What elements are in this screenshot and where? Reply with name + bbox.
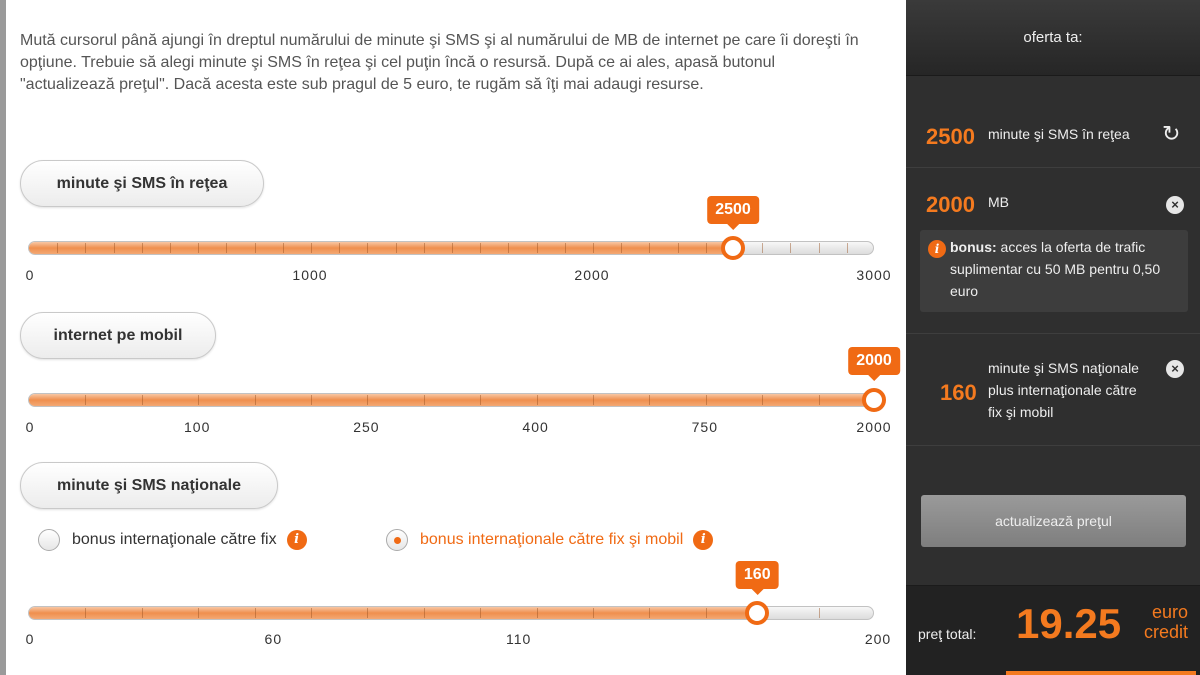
offer-label-line: minute şi SMS naţionale [988, 360, 1139, 376]
slider-tick [367, 243, 368, 253]
slider-tick [367, 395, 368, 405]
slider-axis-label: 1000 [292, 267, 328, 283]
slider-tick [57, 243, 58, 253]
slider-handle-internet[interactable] [862, 388, 886, 412]
slider-tick [790, 243, 791, 253]
offer-number: 2000 [926, 192, 975, 217]
slider-axis-label: 60 [264, 631, 283, 647]
slider-tick [424, 395, 425, 405]
update-price-label: actualizează preţul [995, 513, 1112, 529]
bonus-text: acces la oferta de trafic suplimentar cu 50 MB pentru 0,50 euro [950, 239, 1161, 299]
slider-tick [311, 608, 312, 618]
slider-tick [85, 395, 86, 405]
slider-tick [649, 608, 650, 618]
slider-tick [537, 608, 538, 618]
slider-axis-label: 0 [25, 267, 35, 283]
slider-value-label: 160 [743, 566, 771, 583]
section-title-minute-nationale[interactable] [20, 462, 278, 509]
slider-tick [142, 243, 143, 253]
slider-axis-label: 0 [25, 419, 35, 435]
slider-axis-label: 400 [522, 419, 549, 435]
slider-axis-label: 3000 [856, 267, 892, 283]
slider-tick [367, 608, 368, 618]
info-icon: i [928, 240, 946, 258]
slider-tick [283, 243, 284, 253]
slider-tick [480, 395, 481, 405]
info-icon[interactable]: i [693, 530, 713, 550]
slider-handle-minute-nationale[interactable] [745, 601, 769, 625]
slider-tick [339, 243, 340, 253]
section-title-label: minute şi SMS naţionale [56, 476, 242, 494]
slider-tick [85, 608, 86, 618]
offer-sidebar [906, 0, 1200, 675]
slider-tick [452, 243, 453, 253]
slider-tick [621, 243, 622, 253]
slider-tick [198, 395, 199, 405]
slider-tick [593, 395, 594, 405]
offer-number: 160 [940, 380, 977, 405]
offer-item-minute-nationale [906, 334, 1200, 446]
slider-tick [424, 608, 425, 618]
slider-tick [170, 243, 171, 253]
offer-number: 2500 [926, 124, 975, 149]
slider-tick [114, 243, 115, 253]
sidebar-header-label: oferta ta: [1023, 29, 1083, 46]
slider-tick [142, 395, 143, 405]
radio-bonus-fix[interactable] [38, 529, 307, 551]
slider-tick [480, 608, 481, 618]
radio-label: bonus internaţionale către fix [72, 531, 277, 548]
currency-line-2: credit [1143, 622, 1188, 642]
close-icon[interactable]: × [1166, 360, 1184, 378]
slider-tick [198, 608, 199, 618]
section-title-label: internet pe mobil [53, 326, 183, 344]
slider-tick [537, 243, 538, 253]
slider-tick [819, 243, 820, 253]
slider-tick [762, 395, 763, 405]
slider-value-bubble [707, 196, 759, 224]
bonus-info-box [920, 230, 1188, 312]
radio-bonus-fix-mobil[interactable] [386, 529, 713, 551]
slider-tick [593, 243, 594, 253]
slider-tick [762, 243, 763, 253]
total-price-area [906, 585, 1200, 675]
slider-axis-label: 200 [864, 631, 892, 647]
bottom-accent-bar [1006, 671, 1196, 675]
slider-tick [198, 243, 199, 253]
slider-tick [85, 243, 86, 253]
slider-fill [29, 242, 734, 254]
slider-value-label: 2500 [715, 201, 751, 218]
offer-label-line: fix şi mobil [988, 404, 1054, 420]
section-title-label: minute şi SMS în reţea [56, 174, 228, 192]
slider-tick [678, 243, 679, 253]
offer-item-minute-retea [906, 100, 1200, 168]
total-label: preţ total: [918, 626, 977, 642]
total-value: 19.25 [1016, 600, 1122, 647]
slider-tick [649, 243, 650, 253]
currency-label [1144, 602, 1188, 642]
section-title-internet[interactable] [20, 312, 216, 359]
slider-tick [649, 395, 650, 405]
slider-tick [255, 243, 256, 253]
slider-tick [311, 243, 312, 253]
slider-tick [226, 243, 227, 253]
slider-tick [706, 395, 707, 405]
slider-tick [819, 608, 820, 618]
intro-text: Mută cursorul până ajungi în dreptul numărului de minute şi SMS şi al numărului de MB de internet pe care îi doreşti în opţiune. Trebuie să alegi minute şi SMS în reţea şi cel puţin încă o resursă. După ce ai ales, apasă butonul "actualizează preţul". Dacă acesta este sub pragul de 5 euro, te rugăm să îţi mai adaugi resurse. [20, 32, 859, 93]
slider-axis-label: 2000 [574, 267, 610, 283]
slider-tick [706, 243, 707, 253]
radio-button[interactable] [38, 529, 60, 551]
offer-label [988, 357, 1139, 423]
configurator-panel [6, 0, 906, 675]
info-icon[interactable]: i [287, 530, 307, 550]
offer-label-line: plus internaţionale către [988, 382, 1137, 398]
slider-value-label: 2000 [856, 352, 892, 369]
offer-label: MB [988, 194, 1009, 210]
slider-tick [424, 243, 425, 253]
sidebar-header [906, 0, 1200, 76]
slider-tick [396, 243, 397, 253]
slider-tick [819, 395, 820, 405]
reset-icon[interactable]: ↻ [1162, 122, 1181, 147]
slider-tick [593, 608, 594, 618]
slider-fill [29, 394, 874, 406]
slider-axis-label: 0 [25, 631, 35, 647]
slider-tick [311, 395, 312, 405]
slider-tick [847, 243, 848, 253]
slider-tick [508, 243, 509, 253]
radio-button-checked[interactable] [386, 529, 408, 551]
slider-tick [706, 608, 707, 618]
slider-axis-label: 2000 [856, 419, 892, 435]
slider-axis-label: 100 [184, 419, 211, 435]
slider-tick [255, 608, 256, 618]
slider-axis-label: 110 [506, 631, 532, 647]
update-price-button[interactable] [921, 495, 1186, 547]
slider-tick [480, 243, 481, 253]
slider-track-internet[interactable] [28, 393, 874, 407]
slider-value-bubble [736, 561, 779, 589]
bonus-bold-label: bonus: [950, 239, 997, 255]
slider-tick [537, 395, 538, 405]
offer-label: minute şi SMS în reţea [988, 126, 1130, 142]
slider-axis-label: 250 [353, 419, 380, 435]
close-icon[interactable]: × [1166, 196, 1184, 214]
slider-tick [255, 395, 256, 405]
radio-label: bonus internaţionale către fix şi mobil [420, 531, 684, 548]
slider-tick [142, 608, 143, 618]
currency-line-1: euro [1151, 602, 1188, 622]
slider-handle-minute-retea[interactable] [721, 236, 745, 260]
slider-value-bubble [848, 347, 900, 375]
slider-axis-label: 750 [691, 419, 718, 435]
slider-tick [565, 243, 566, 253]
section-title-minute-retea[interactable] [20, 160, 264, 207]
slider-track-minute-retea[interactable] [28, 241, 874, 255]
